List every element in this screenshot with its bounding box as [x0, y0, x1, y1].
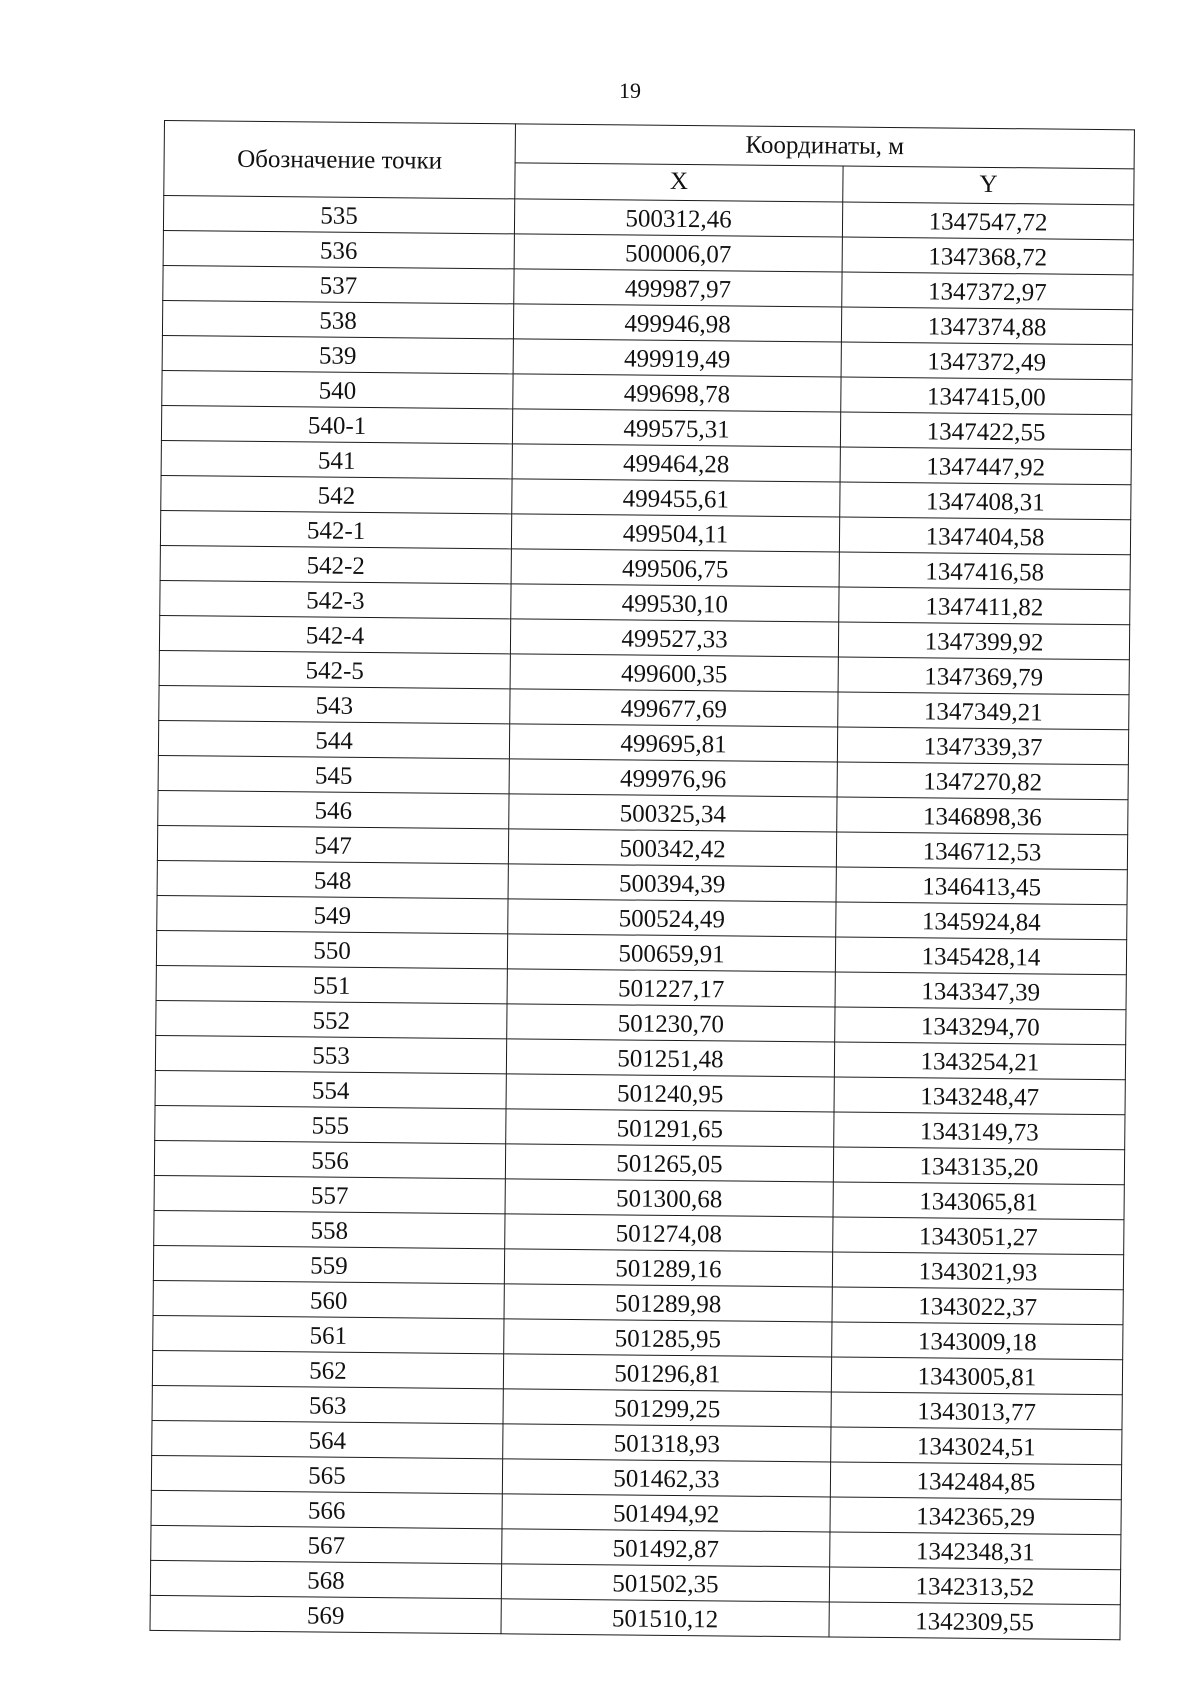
y-coordinate-cell: 1343024,51 — [831, 1427, 1122, 1465]
y-coordinate-cell: 1343347,39 — [835, 972, 1126, 1010]
y-coordinate-cell: 1347547,72 — [842, 202, 1133, 240]
point-cell: 563 — [152, 1385, 503, 1423]
y-coordinate-cell: 1342484,85 — [830, 1462, 1121, 1500]
x-coordinate-cell: 499600,35 — [510, 654, 838, 692]
point-cell: 554 — [155, 1070, 506, 1108]
point-cell: 547 — [157, 825, 508, 863]
point-cell: 548 — [157, 860, 508, 898]
point-cell: 545 — [158, 755, 509, 793]
y-coordinate-cell: 1346413,45 — [836, 867, 1127, 905]
y-coordinate-cell: 1347422,55 — [840, 412, 1131, 450]
point-cell: 541 — [161, 440, 512, 478]
y-coordinate-cell: 1343065,81 — [833, 1182, 1124, 1220]
point-cell: 557 — [154, 1175, 505, 1213]
x-coordinate-cell: 499464,28 — [512, 444, 840, 482]
x-coordinate-cell: 499530,10 — [511, 584, 839, 622]
y-coordinate-cell: 1347416,58 — [839, 552, 1130, 590]
y-coordinate-cell: 1345428,14 — [835, 937, 1126, 975]
y-coordinate-cell: 1343013,77 — [831, 1392, 1122, 1430]
y-coordinate-cell: 1343254,21 — [834, 1042, 1125, 1080]
table-body — [150, 196, 1134, 1640]
y-coordinate-cell: 1343005,81 — [831, 1357, 1122, 1395]
x-coordinate-cell: 501230,70 — [507, 1004, 835, 1042]
point-cell: 546 — [158, 790, 509, 828]
x-coordinate-cell: 501227,17 — [507, 969, 835, 1007]
point-cell: 567 — [151, 1525, 502, 1563]
header-y: Y — [843, 166, 1134, 205]
y-coordinate-cell: 1343135,20 — [833, 1147, 1124, 1185]
y-coordinate-cell: 1342309,55 — [829, 1602, 1120, 1640]
header-point-designation: Обозначение точки — [164, 121, 516, 199]
y-coordinate-cell: 1347408,31 — [840, 482, 1131, 520]
point-cell: 542-5 — [159, 650, 510, 688]
point-cell: 565 — [151, 1455, 502, 1493]
y-coordinate-cell: 1347415,00 — [841, 377, 1132, 415]
y-coordinate-cell: 1343248,47 — [834, 1077, 1125, 1115]
point-cell: 542-3 — [160, 580, 511, 618]
x-coordinate-cell: 499698,78 — [513, 374, 841, 412]
x-coordinate-cell: 500312,46 — [514, 199, 842, 237]
y-coordinate-cell: 1347349,21 — [838, 692, 1129, 730]
x-coordinate-cell: 499695,81 — [509, 724, 837, 762]
y-coordinate-cell: 1347339,37 — [837, 727, 1128, 765]
y-coordinate-cell: 1343009,18 — [832, 1322, 1123, 1360]
y-coordinate-cell: 1343149,73 — [834, 1112, 1125, 1150]
header-x: X — [515, 162, 843, 202]
x-coordinate-cell: 501494,92 — [502, 1494, 830, 1532]
y-coordinate-cell: 1347368,72 — [842, 237, 1133, 275]
x-coordinate-cell: 501289,16 — [504, 1249, 832, 1287]
x-coordinate-cell: 501318,93 — [503, 1424, 831, 1462]
x-coordinate-cell: 499677,69 — [510, 689, 838, 727]
x-coordinate-cell: 501296,81 — [503, 1354, 831, 1392]
y-coordinate-cell: 1347404,58 — [839, 517, 1130, 555]
y-coordinate-cell: 1346712,53 — [836, 832, 1127, 870]
point-cell: 542-1 — [160, 510, 511, 548]
y-coordinate-cell: 1342313,52 — [829, 1567, 1120, 1605]
y-coordinate-cell: 1342365,29 — [830, 1497, 1121, 1535]
x-coordinate-cell: 499506,75 — [511, 549, 839, 587]
x-coordinate-cell: 499504,11 — [511, 514, 839, 552]
page-number: 19 — [619, 78, 641, 103]
point-cell: 562 — [152, 1350, 503, 1388]
point-cell: 544 — [158, 720, 509, 758]
point-cell: 535 — [163, 196, 514, 234]
point-cell: 539 — [162, 335, 513, 373]
y-coordinate-cell: 1343294,70 — [835, 1007, 1126, 1045]
x-coordinate-cell: 499575,31 — [512, 409, 840, 447]
x-coordinate-cell: 500006,07 — [514, 234, 842, 272]
point-cell: 540-1 — [161, 405, 512, 443]
point-cell: 537 — [163, 265, 514, 303]
point-cell: 561 — [153, 1315, 504, 1353]
point-cell: 551 — [156, 965, 507, 1003]
x-coordinate-cell: 499527,33 — [510, 619, 838, 657]
x-coordinate-cell: 501285,95 — [504, 1319, 832, 1357]
y-coordinate-cell: 1347372,97 — [842, 272, 1133, 310]
x-coordinate-cell: 499946,98 — [513, 304, 841, 342]
point-cell: 558 — [154, 1210, 505, 1248]
y-coordinate-cell: 1347399,92 — [838, 622, 1129, 660]
point-cell: 549 — [157, 895, 508, 933]
point-cell: 564 — [152, 1420, 503, 1458]
x-coordinate-cell: 501300,68 — [505, 1179, 833, 1217]
y-coordinate-cell: 1347270,82 — [837, 762, 1128, 800]
point-cell: 556 — [154, 1140, 505, 1178]
y-coordinate-cell: 1347372,49 — [841, 342, 1132, 380]
x-coordinate-cell: 499987,97 — [514, 269, 842, 307]
y-coordinate-cell: 1347447,92 — [840, 447, 1131, 485]
y-coordinate-cell: 1347374,88 — [841, 307, 1132, 345]
x-coordinate-cell: 501251,48 — [506, 1039, 834, 1077]
y-coordinate-cell: 1343051,27 — [833, 1217, 1124, 1255]
x-coordinate-cell: 499976,96 — [509, 759, 837, 797]
x-coordinate-cell: 501299,25 — [503, 1389, 831, 1427]
x-coordinate-cell: 501274,08 — [505, 1214, 833, 1252]
point-cell: 569 — [150, 1595, 501, 1633]
x-coordinate-cell: 499919,49 — [513, 339, 841, 377]
x-coordinate-cell: 500325,34 — [509, 794, 837, 832]
point-cell: 550 — [156, 930, 507, 968]
y-coordinate-cell: 1347411,82 — [839, 587, 1130, 625]
header-coordinates: Координаты, м — [515, 124, 1134, 168]
x-coordinate-cell: 500342,42 — [508, 829, 836, 867]
x-coordinate-cell: 500659,91 — [507, 934, 835, 972]
x-coordinate-cell: 501240,95 — [506, 1074, 834, 1112]
y-coordinate-cell: 1343022,37 — [832, 1287, 1123, 1325]
point-cell: 568 — [150, 1560, 501, 1598]
y-coordinate-cell: 1345924,84 — [836, 902, 1127, 940]
point-cell: 542-4 — [159, 615, 510, 653]
x-coordinate-cell: 501510,12 — [501, 1599, 829, 1637]
y-coordinate-cell: 1346898,36 — [837, 797, 1128, 835]
x-coordinate-cell: 501462,33 — [502, 1459, 830, 1497]
x-coordinate-cell: 501492,87 — [502, 1529, 830, 1567]
x-coordinate-cell: 499455,61 — [512, 479, 840, 517]
point-cell: 542 — [161, 475, 512, 513]
point-cell: 559 — [153, 1245, 504, 1283]
y-coordinate-cell: 1342348,31 — [830, 1532, 1121, 1570]
x-coordinate-cell: 501291,65 — [506, 1109, 834, 1147]
x-coordinate-cell: 501289,98 — [504, 1284, 832, 1322]
x-coordinate-cell: 501265,05 — [505, 1144, 833, 1182]
point-cell: 555 — [155, 1105, 506, 1143]
point-cell: 536 — [163, 230, 514, 268]
y-coordinate-cell: 1347369,79 — [838, 657, 1129, 695]
point-cell: 542-2 — [160, 545, 511, 583]
coordinates-table — [149, 120, 1134, 1640]
point-cell: 552 — [156, 1000, 507, 1038]
point-cell: 566 — [151, 1490, 502, 1528]
y-coordinate-cell: 1343021,93 — [832, 1252, 1123, 1290]
point-cell: 560 — [153, 1280, 504, 1318]
point-cell: 538 — [162, 300, 513, 338]
x-coordinate-cell: 500394,39 — [508, 864, 836, 902]
x-coordinate-cell: 501502,35 — [501, 1564, 829, 1602]
point-cell: 543 — [159, 685, 510, 723]
point-cell: 540 — [162, 370, 513, 408]
x-coordinate-cell: 500524,49 — [508, 899, 836, 937]
point-cell: 553 — [155, 1035, 506, 1073]
table-header — [164, 121, 1135, 205]
